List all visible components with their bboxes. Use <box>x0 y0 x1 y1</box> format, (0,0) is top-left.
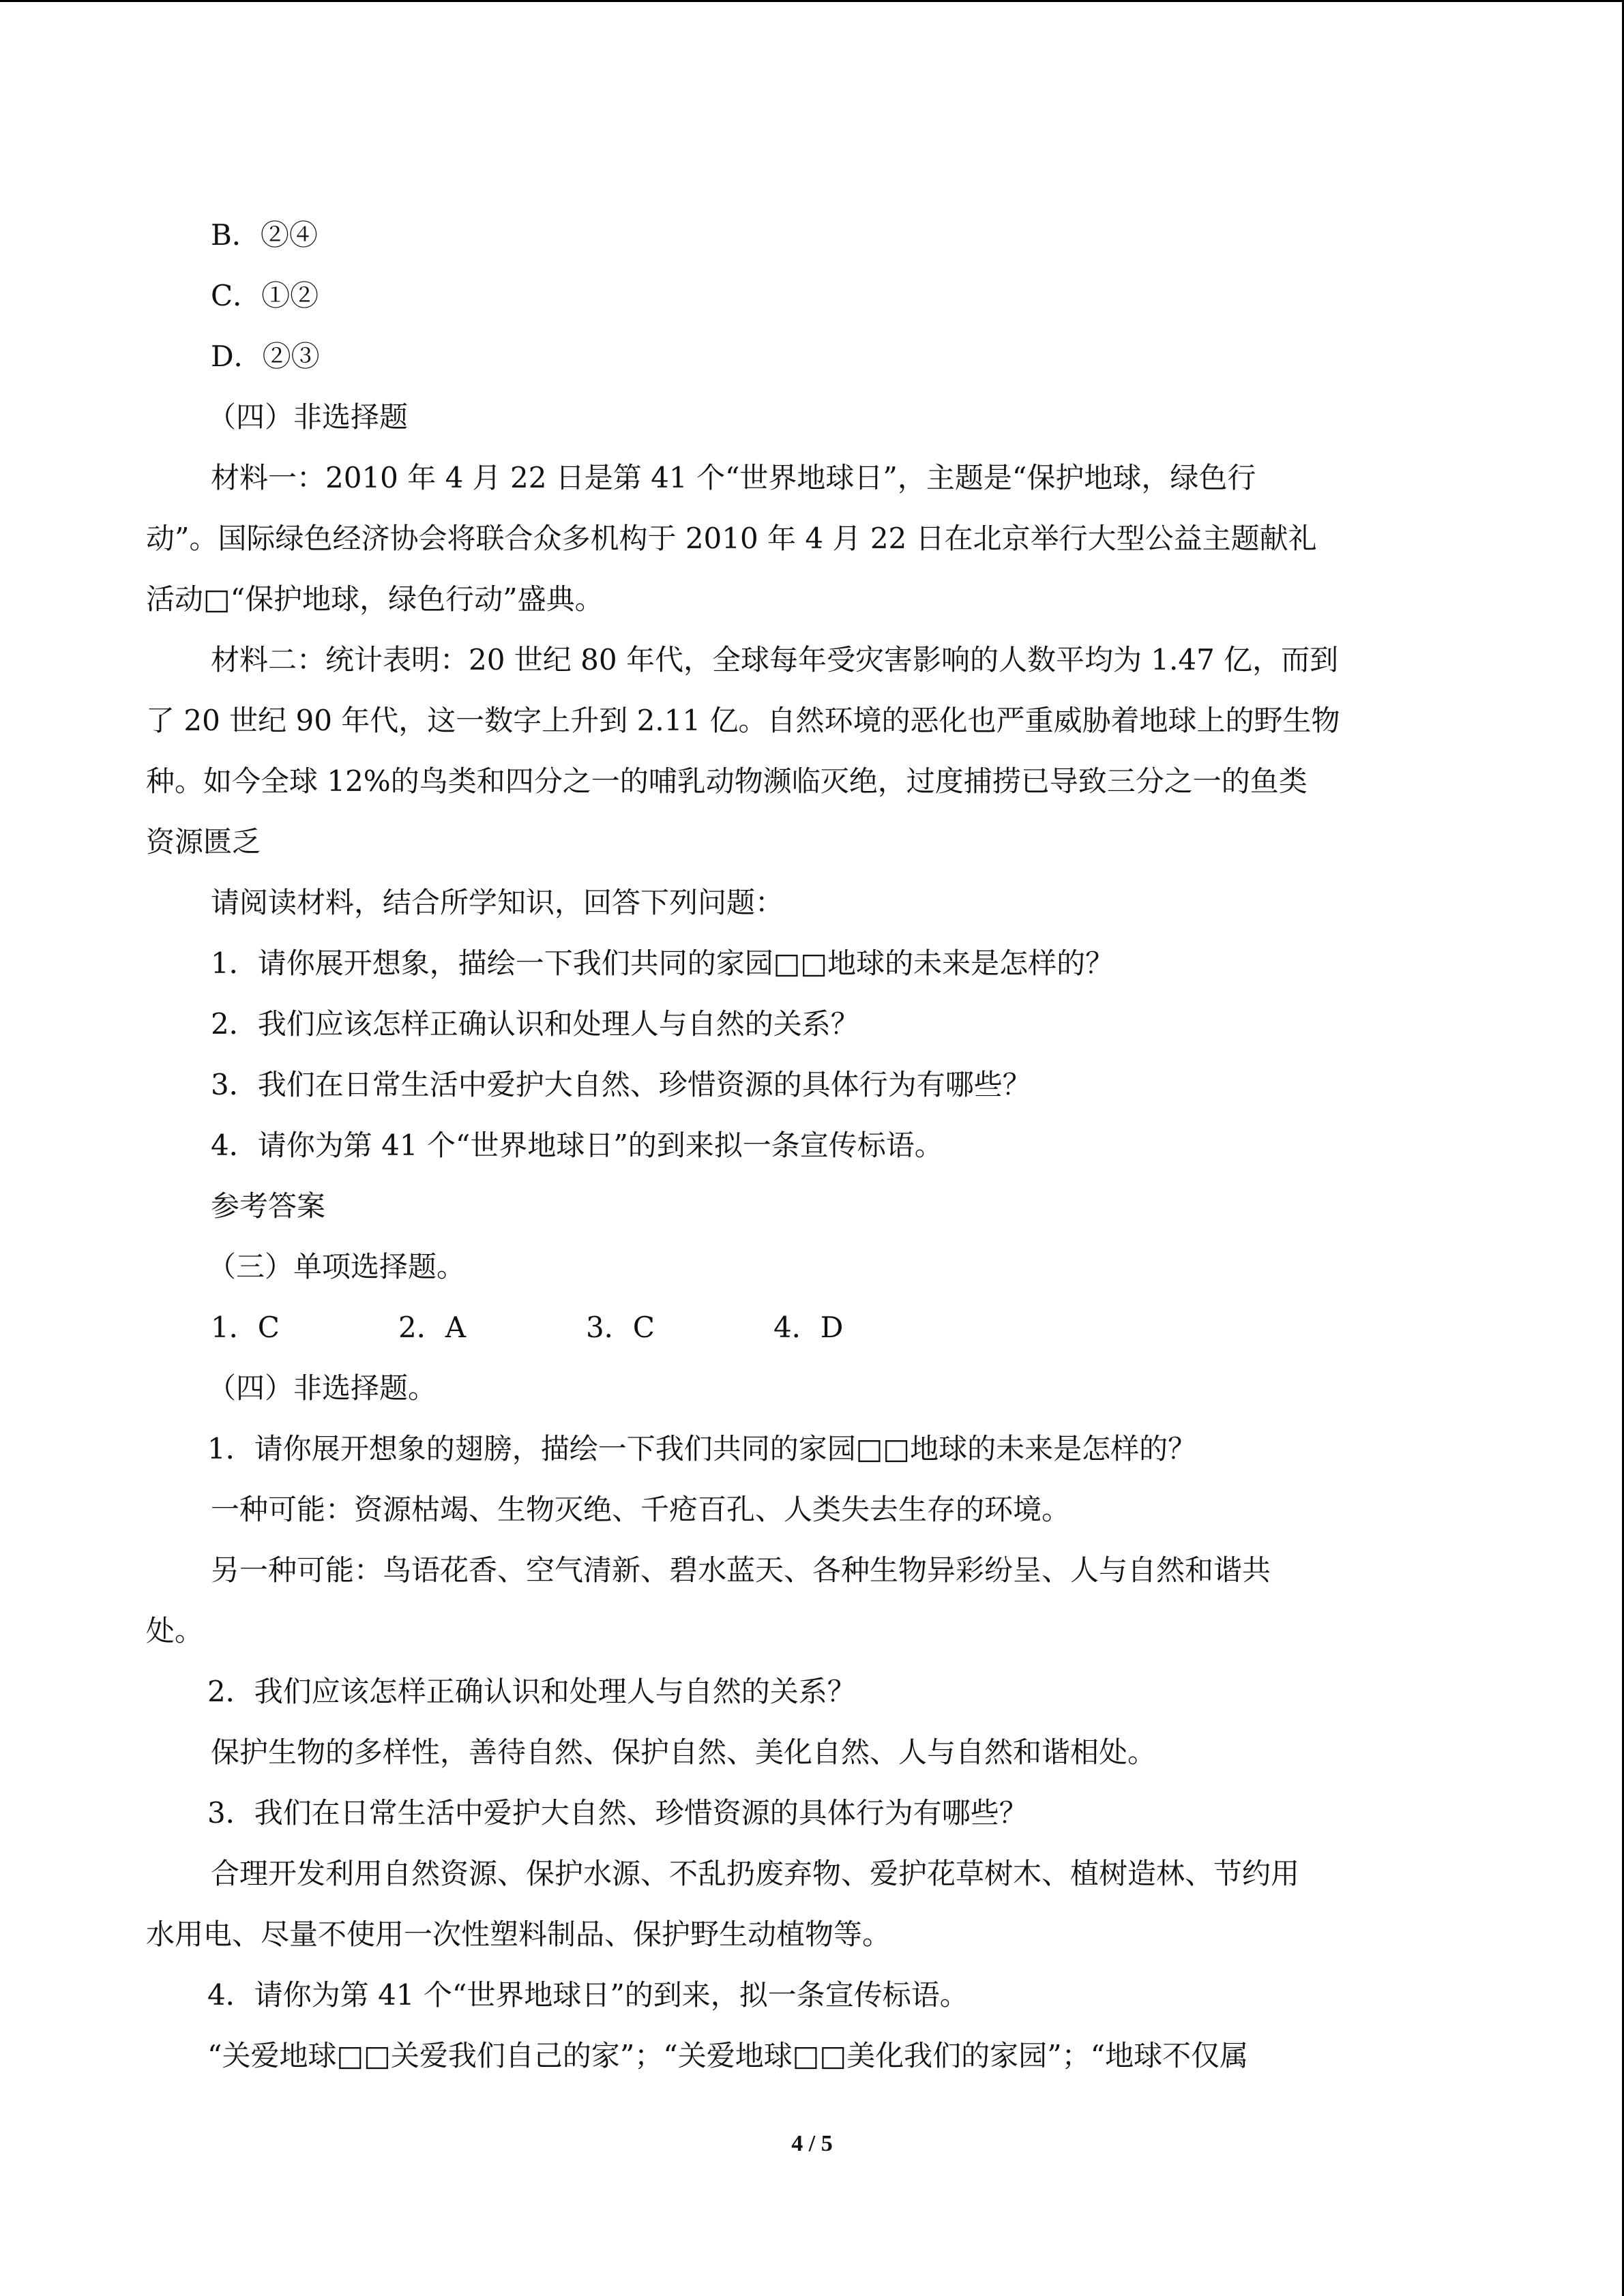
option-b: B．②④ <box>211 218 318 252</box>
question-2: 2．我们应该怎样正确认识和处理人与自然的关系？ <box>211 1007 859 1041</box>
answer-4: 4．D <box>773 1311 844 1344</box>
answer-question-4: 4．请你为第 41 个“世界地球日”的到来，拟一条宣传标语。 <box>207 1978 969 2012</box>
section-heading-nonchoice: （四）非选择题 <box>207 400 409 434</box>
section-heading-single-choice: （三）单项选择题。 <box>207 1250 466 1283</box>
answer-1: 1．C <box>211 1311 280 1344</box>
page-number: 4 / 5 <box>791 2131 833 2156</box>
answer-3-text-line-2: 水用电、尽量不使用一次性塑料制品、保护野生动植物等。 <box>146 1918 891 1951</box>
material-one-line-1: 材料一：2010 年 4 月 22 日是第 41 个“世界地球日”，主题是“保护地球，绿色行 <box>211 461 1256 494</box>
option-d: D．②③ <box>211 340 320 373</box>
choice-answers-row <box>146 1297 1473 1358</box>
document-body <box>146 205 1473 2086</box>
answer-2-text: 保护生物的多样性，善待自然、保护自然、美化自然、人与自然和谐相处。 <box>211 1735 1157 1769</box>
material-one-line-2: 动”。国际绿色经济协会将联合众多机构于 2010 年 4 月 22 日在北京举行大型公益主题献礼 <box>146 522 1317 555</box>
question-3: 3．我们在日常生活中爱护大自然、珍惜资源的具体行为有哪些？ <box>211 1068 1031 1101</box>
section-heading-nonchoice-answers: （四）非选择题。 <box>207 1371 437 1405</box>
answer-4-text: “关爱地球□□关爱我们自己的家”；“关爱地球□□美化我们的家园”；“地球不仅属 <box>207 2039 1249 2072</box>
top-border <box>0 0 1624 2</box>
material-two-line-4: 资源匮乏 <box>146 825 261 859</box>
answer-3: 3．C <box>586 1311 655 1344</box>
material-two-line-3: 种。如今全球 12%的鸟类和四分之一的哺乳动物濒临灭绝，过度捕捞已导致三分之一的鱼类 <box>146 764 1308 798</box>
answer-3-text-line-1: 合理开发利用自然资源、保护水源、不乱扔废弃物、爱护花草树木、植树造林、节约用 <box>211 1857 1300 1890</box>
question-1: 1．请你展开想象，描绘一下我们共同的家园□□地球的未来是怎样的？ <box>211 946 1114 980</box>
answer-2: 2．A <box>398 1311 467 1344</box>
answer-1-possibility-b-line-2: 处。 <box>146 1614 204 1648</box>
answer-question-3: 3．我们在日常生活中爱护大自然、珍惜资源的具体行为有哪些？ <box>207 1796 1028 1830</box>
instruction: 请阅读材料，结合所学知识，回答下列问题： <box>211 886 784 919</box>
answer-1-possibility-b-line-1: 另一种可能：鸟语花香、空气清新、碧水蓝天、各种生物异彩纷呈、人与自然和谐共 <box>211 1553 1271 1587</box>
question-4: 4．请你为第 41 个“世界地球日”的到来拟一条宣传标语。 <box>211 1129 943 1162</box>
answer-key-heading: 参考答案 <box>211 1189 326 1223</box>
material-two-line-1: 材料二：统计表明：20 世纪 80 年代，全球每年受灾害影响的人数平均为 1.47 亿，而到 <box>211 643 1339 676</box>
answer-question-2: 2．我们应该怎样正确认识和处理人与自然的关系？ <box>207 1675 856 1708</box>
option-c: C．①② <box>211 279 319 312</box>
material-one-line-3: 活动□“保护地球，绿色行动”盛典。 <box>146 582 604 616</box>
material-two-line-2: 了 20 世纪 90 年代，这一数字上升到 2.11 亿。自然环境的恶化也严重威胁着地球上的野生物 <box>146 704 1340 737</box>
answer-question-1: 1．请你展开想象的翅膀，描绘一下我们共同的家园□□地球的未来是怎样的？ <box>207 1432 1197 1465</box>
answer-1-possibility-a: 一种可能：资源枯竭、生物灭绝、千疮百孔、人类失去生存的环境。 <box>211 1493 1071 1526</box>
